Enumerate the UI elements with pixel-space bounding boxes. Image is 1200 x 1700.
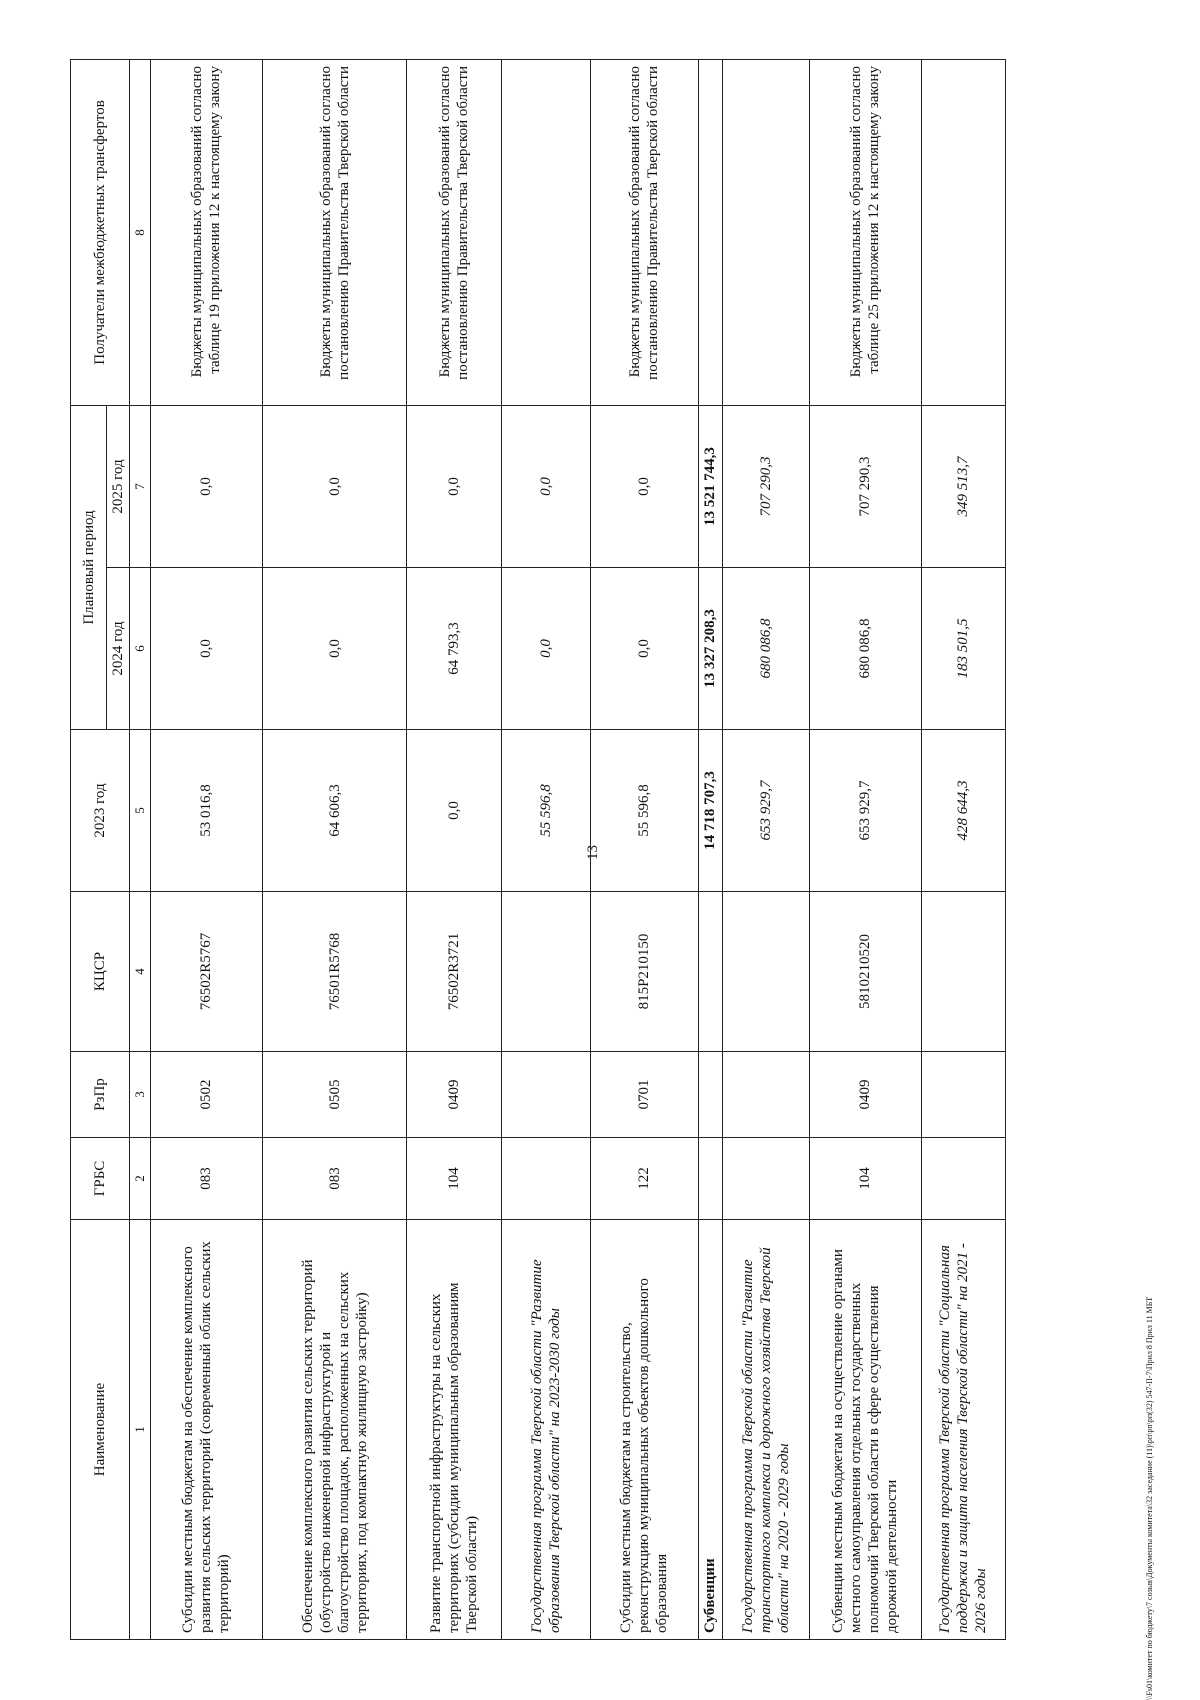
row-2024: 0,0 <box>502 568 590 730</box>
row-recipient <box>723 59 809 405</box>
row-recipient: Бюджеты муниципальных образований согласно постановлению Правительства Тверской области <box>407 59 502 405</box>
row-2023: 55 596,8 <box>502 730 590 892</box>
col-number: 1 <box>130 1220 151 1640</box>
row-name: Государственная программа Тверской области "Социальная поддержка и защита населения Тверской области" на 2021 - 2026 годы <box>921 1220 1005 1640</box>
row-kcsr: 76502R3721 <box>407 892 502 1052</box>
col-number: 6 <box>130 568 151 730</box>
row-grbs: 083 <box>262 1138 407 1220</box>
row-name: Субвенции <box>698 1220 723 1640</box>
row-2024: 680 086,8 <box>809 568 921 730</box>
row-name: Развитие транспортной инфраструктуры на сельских территориях (субсидии муниципальным образованиям Тверской области) <box>407 1220 502 1640</box>
row-2023: 653 929,7 <box>809 730 921 892</box>
row-grbs: 104 <box>809 1138 921 1220</box>
row-2023: 0,0 <box>407 730 502 892</box>
row-grbs <box>723 1138 809 1220</box>
row-name: Государственная программа Тверской области "Развитие транспортного комплекса и дорожного хозяйства Тверской области" на 2020 - 2029 годы <box>723 1220 809 1640</box>
row-recipient: Бюджеты муниципальных образований согласно таблице 19 приложения 12 к настоящему закону <box>150 59 262 405</box>
row-grbs: 083 <box>150 1138 262 1220</box>
row-rzpr: 0505 <box>262 1052 407 1138</box>
row-kcsr <box>921 892 1005 1052</box>
row-2023: 653 929,7 <box>723 730 809 892</box>
row-2024: 0,0 <box>590 568 698 730</box>
row-kcsr: 5810210520 <box>809 892 921 1052</box>
header-row-1 <box>71 59 107 1639</box>
row-name: Государственная программа Тверской области "Развитие образования Тверской области" на 2023-2030 годы <box>502 1220 590 1640</box>
col-number: 3 <box>130 1052 151 1138</box>
table-row <box>262 59 407 1639</box>
header-2025: 2025 год <box>107 405 130 567</box>
header-2023: 2023 год <box>71 730 130 892</box>
row-2023: 64 606,3 <box>262 730 407 892</box>
col-number: 8 <box>130 59 151 405</box>
row-kcsr <box>502 892 590 1052</box>
row-kcsr <box>698 892 723 1052</box>
row-name: Субвенции местным бюджетам на осуществление органами местного самоуправления отдельных государственных полномочий Тверской области в сфере осуществления дорожной деятельности <box>809 1220 921 1640</box>
row-grbs: 122 <box>590 1138 698 1220</box>
row-2024: 64 793,3 <box>407 568 502 730</box>
table-row <box>723 59 809 1639</box>
row-recipient: Бюджеты муниципальных образований согласно таблице 25 приложения 12 к настоящему закону <box>809 59 921 405</box>
row-name: Субсидии местным бюджетам на обеспечение комплексного развития сельских территорий (современный облик сельских территорий) <box>150 1220 262 1640</box>
table-row <box>590 59 698 1639</box>
col-number: 7 <box>130 405 151 567</box>
col-number: 2 <box>130 1138 151 1220</box>
row-rzpr: 0409 <box>407 1052 502 1138</box>
row-2024: 680 086,8 <box>723 568 809 730</box>
row-2025: 0,0 <box>407 405 502 567</box>
row-2025: 0,0 <box>262 405 407 567</box>
row-2024: 13 327 208,3 <box>698 568 723 730</box>
row-grbs <box>502 1138 590 1220</box>
row-rzpr <box>921 1052 1005 1138</box>
header-planned-period: Плановый период <box>71 405 107 729</box>
row-2025: 0,0 <box>590 405 698 567</box>
row-2025: 0,0 <box>502 405 590 567</box>
row-rzpr <box>698 1052 723 1138</box>
row-name: Обеспечение комплексного развития сельских территорий (обустройство инженерной инфраструктурой и благоустройство площадок, расположенных на сельских территориях, под компактную жилищную застройку) <box>262 1220 407 1640</box>
col-number: 5 <box>130 730 151 892</box>
header-2024: 2024 год <box>107 568 130 730</box>
table-row <box>698 59 723 1639</box>
row-2025: 0,0 <box>150 405 262 567</box>
row-recipient <box>921 59 1005 405</box>
row-2023: 53 016,8 <box>150 730 262 892</box>
row-recipient: Бюджеты муниципальных образований согласно постановлению Правительства Тверской области <box>590 59 698 405</box>
row-2023: 55 596,8 <box>590 730 698 892</box>
row-rzpr <box>502 1052 590 1138</box>
header-grbs: ГРБС <box>71 1138 130 1220</box>
row-rzpr: 0701 <box>590 1052 698 1138</box>
table-row <box>921 59 1005 1639</box>
header-kcsr: КЦСР <box>71 892 130 1052</box>
row-2024: 0,0 <box>150 568 262 730</box>
row-recipient <box>698 59 723 405</box>
footer-file-path: \\Fs01\комитет по бюджету\7 созыв\Документы комитета\32 заседание (11)\рп\рп\рп(32) 547-П-7\Прил 8 Прил 11 МБТ <box>1145 1296 1154 1700</box>
budget-table <box>70 59 1006 1640</box>
row-2025: 13 521 744,3 <box>698 405 723 567</box>
row-kcsr: 76501R5768 <box>262 892 407 1052</box>
row-2024: 183 501,5 <box>921 568 1005 730</box>
header-name: Наименование <box>71 1220 130 1640</box>
row-name: Субсидии местным бюджетам на строительство, реконструкцию муниципальных объектов дошкольного образования <box>590 1220 698 1640</box>
row-kcsr: 815P210150 <box>590 892 698 1052</box>
row-rzpr: 0502 <box>150 1052 262 1138</box>
row-rzpr: 0409 <box>809 1052 921 1138</box>
row-recipient: Бюджеты муниципальных образований согласно постановлению Правительства Тверской области <box>262 59 407 405</box>
row-2025: 707 290,3 <box>809 405 921 567</box>
header-rzpr: РзПр <box>71 1052 130 1138</box>
row-2023: 14 718 707,3 <box>698 730 723 892</box>
table-row <box>407 59 502 1639</box>
row-grbs: 104 <box>407 1138 502 1220</box>
table-row <box>809 59 921 1639</box>
header-recipients: Получатели межбюджетных трансфертов <box>71 59 130 405</box>
row-grbs <box>921 1138 1005 1220</box>
budget-table-container <box>70 60 1006 1640</box>
row-2023: 428 644,3 <box>921 730 1005 892</box>
page-number: 13 <box>585 845 601 860</box>
row-rzpr <box>723 1052 809 1138</box>
row-2025: 707 290,3 <box>723 405 809 567</box>
table-row <box>150 59 262 1639</box>
row-grbs <box>698 1138 723 1220</box>
table-row <box>502 59 590 1639</box>
row-kcsr: 76502R5767 <box>150 892 262 1052</box>
row-2024: 0,0 <box>262 568 407 730</box>
row-2025: 349 513,7 <box>921 405 1005 567</box>
row-kcsr <box>723 892 809 1052</box>
column-number-row <box>130 59 151 1639</box>
row-recipient <box>502 59 590 405</box>
col-number: 4 <box>130 892 151 1052</box>
